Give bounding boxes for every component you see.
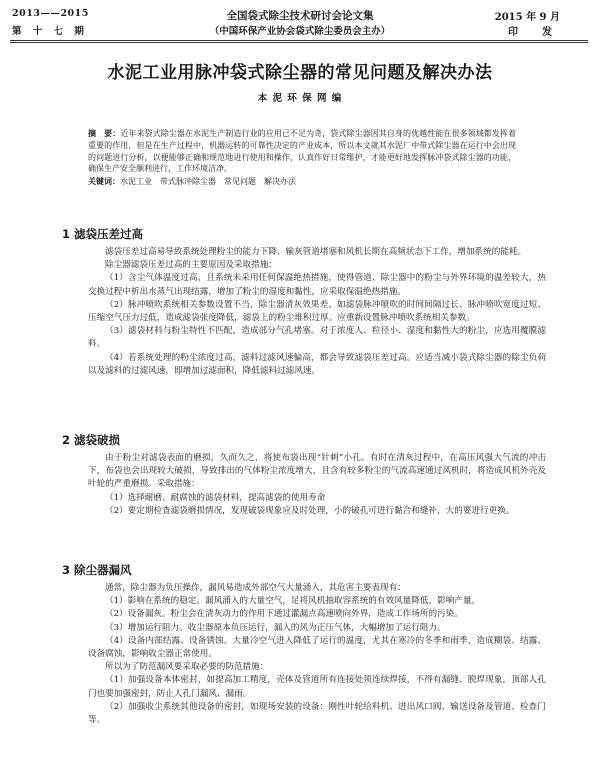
paragraph: 通常，除尘器为负压操作，漏风易造成外部空气大量涌入，其危害主要表现有： [105,583,406,593]
abstract-paragraph [88,128,516,175]
keywords-text: 水泥工业 带式脉冲除尘器 常见问题 解决办法 [120,177,296,187]
paragraph: （4）若系统处理的粉尘浓度过高，滤料过滤风速偏高，都会导致滤袋压差过高。应适当减小袋式除尘器的除尘负荷以及滤料的过滤风速，即增加过滤面积，降低滤料过滤风速。 [88,352,546,376]
header-date: 2015 年 9 月 [494,12,560,23]
paragraph: （1）影响在系统的稳定。漏风涌入的大量空气，足将风机抽取容系统的有效风量降低，影响产量。 [105,596,481,607]
article-author: 本 泥 环 保 网 编 [257,93,343,104]
article-title: 水泥工业用脉冲袋式除尘器的常见问题及解决办法 [107,63,493,83]
abstract-label: 摘 要： [88,129,121,138]
header-year-range: 2013——2015 [12,8,89,19]
paragraph: 所以为了防范漏风要采取必要的防范措施： [105,662,269,673]
paragraph: （1）含尘气体温度过高，且系统未采用任何保温绝热措施，使得管道、除尘器中的粉尘与外界环境的温差较大，热交换过程中析出水蒸气出现结露，增加了粉尘的湿度和黏性，应采取保温绝热措施。 [88,273,546,297]
abstract-block [88,128,516,188]
header-print-word-2: 发 [542,27,552,38]
abstract-text: 近年来袋式除尘器在水泥生产制造行业的应用已不足为奇，袋式除尘器因其自身的优越性能在很多领域都发挥着重要的作用，但是在生产过程中，机器运转的可靠性决定的产业成本，所以本文就其水泥厂中带式除尘器在运行中会出现的问题进行分析，以便能够正确和规范地进行使用和操作，认真作好日常维护，才能更好地发挥脉冲袋式除尘器的功能，确保生产安全顺利进行，工作环境洁净。 [88,129,516,174]
paragraph: （2）加强收尘系统其他设备的密封，如现场安装的设备：刚性叶轮给料机、进出风口阀、输送设备及管道、检查门等。 [88,701,546,726]
paragraph: （2）设备漏灰。粉尘会在清灰动力的作用下通过灌漏点高速喷向外界，造成工作场所的污染。 [105,609,463,620]
section-body-3 [88,582,546,727]
paragraph: （1）选择耐磨、耐腐蚀的滤袋材料，提高滤袋的使用寿命 [105,492,326,503]
page-header [0,6,600,40]
section-heading-2: 2 滤袋破损 [62,433,121,447]
header-rule-top [10,40,588,41]
section-body-1 [88,246,546,378]
header-rule-bottom [10,42,588,43]
section-heading-3: 3 除尘器漏风 [62,563,132,577]
section-body-2 [88,452,546,518]
keywords-line [88,176,516,188]
paragraph: 由于粉尘对滤袋表面的磨损，久而久之，将使布袋出现“针刺”小孔。有时在清灰过程中，在高压风强大气流的冲击下，布袋也会出现较大破损，导致排出的气体粉尘浓度增大，且含有较多粉尘的气流高速通过风机时，将造成风机外壳及叶轮的严重磨损。采取措施： [88,453,546,490]
paragraph: （2）要定期检查滤袋磨损情况，发现破袋现象应及时处理，小的破孔可进行黏合和缝补，大的要进行更换。 [105,505,515,516]
keywords-label: 关键词： [88,177,120,187]
paragraph: 除尘器滤袋压差过高的主要原因及采取措施： [105,260,277,271]
paragraph: 滤袋压差过高易导致系统处理粉尘的能力下降、输灰管道堵塞和风机长期在高频状态下工作，增加系统的能耗。 [105,247,527,257]
paragraph: （2）脉冲喷吹系统相关参数设置不当，除尘器清灰效果差。如滤袋脉冲喷吹的时间间隔过长、脉冲喷吹宽度过短、压缩空气压力过低，造成滤袋张度降低，滤袋上的粉尘堆积过厚。应重新设置脉冲喷吹系统相关参数。 [88,299,546,324]
header-print-word-1: 印 [508,27,518,38]
paragraph: （3）增加运行阻力。收尘器原本负压运行，漏入的风为正压气体，大幅增加了运行阻力。 [105,622,446,633]
paragraph: （1）加强设备本体密封，如提高加工精度，壳体及管道所有连接处须连续焊接，不得有漏缝、脱焊现象，顶部人孔门也要加强密封，防止人孔门漏风、漏雨。 [88,675,546,699]
header-organizer: （中国环保产业协会袋式除尘委员会主办） [209,26,391,37]
section-heading-1: 1 滤袋压差过高 [62,227,144,241]
paragraph: （4）设备内部结露、设备锈蚀。大量冷空气进入降低了运行的温度，尤其在寒冷的冬季和雨季，造成糊袋、结露、设备腐蚀，影响收尘器正常使用。 [88,635,546,660]
header-collection-title: 全国袋式除尘技术研讨会论文集 [226,10,374,22]
header-volume: 第 十 七 期 [12,26,88,37]
paragraph: （3）滤袋材料与粉尘特性不匹配，造成部分气孔堵塞。对于浓度人、粒径小、湿度和黏性大的粉尘，应选用覆膜滤料。 [88,326,546,350]
